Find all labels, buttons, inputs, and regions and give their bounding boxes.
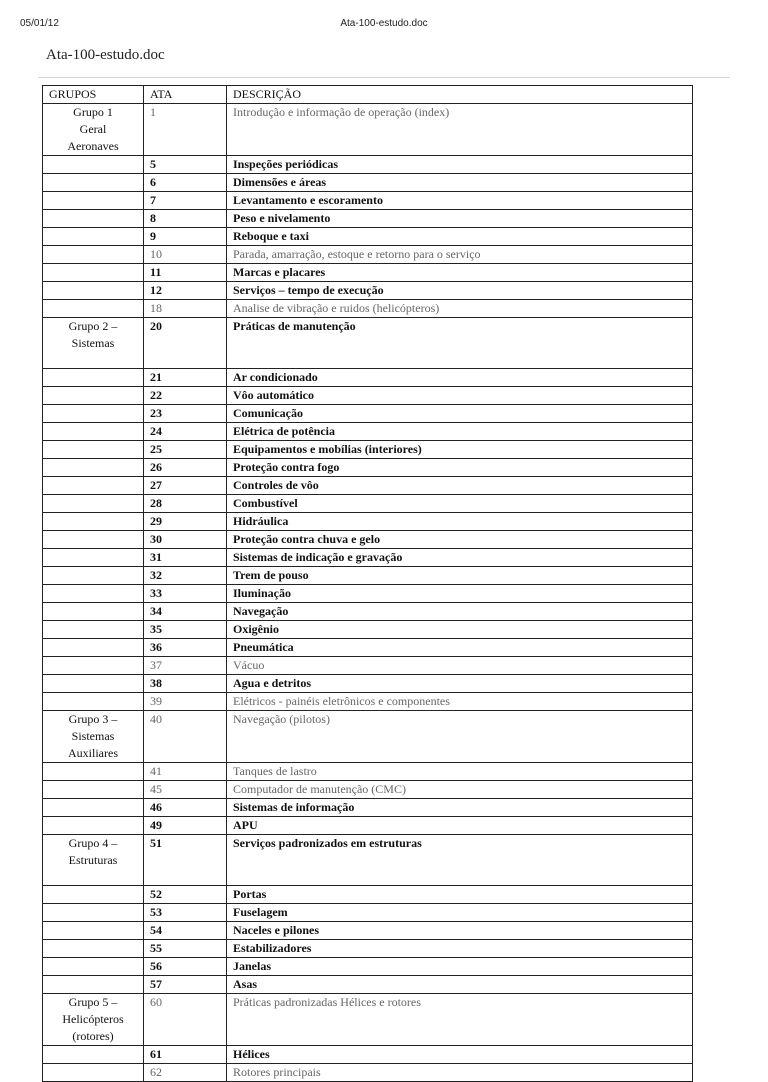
table-row (43, 1046, 693, 1064)
ata-code-cell: 7 (144, 192, 227, 210)
description-cell: Fuselagem (227, 904, 693, 922)
table-row (43, 104, 693, 156)
description-cell: Peso e nivelamento (227, 210, 693, 228)
ata-code-cell: 60 (144, 994, 227, 1046)
group-cell (43, 567, 144, 585)
table-row (43, 423, 693, 441)
group-cell (43, 603, 144, 621)
description-cell: Equipamentos e mobílias (interiores) (227, 441, 693, 459)
ata-code-cell: 31 (144, 549, 227, 567)
description-cell: Janelas (227, 958, 693, 976)
ata-code-cell: 9 (144, 228, 227, 246)
description-cell: Vôo automático (227, 387, 693, 405)
ata-code-cell: 57 (144, 976, 227, 994)
group-cell (43, 174, 144, 192)
ata-code-cell: 51 (144, 835, 227, 886)
table-row (43, 904, 693, 922)
ata-code-cell: 45 (144, 781, 227, 799)
table-row (43, 549, 693, 567)
description-cell: Elétrica de potência (227, 423, 693, 441)
group-cell (43, 1046, 144, 1064)
group-label-line: Grupo 1 (73, 105, 113, 119)
table-row (43, 1064, 693, 1082)
ata-code-cell: 12 (144, 282, 227, 300)
ata-code-cell: 30 (144, 531, 227, 549)
table-row (43, 567, 693, 585)
description-cell: Introdução e informação de operação (index) (227, 104, 693, 156)
table-row (43, 246, 693, 264)
column-header-ata: ATA (144, 86, 227, 104)
group-cell (43, 246, 144, 264)
group-cell (43, 423, 144, 441)
group-cell (43, 886, 144, 904)
description-cell: Navegação (pilotos) (227, 711, 693, 763)
table-row (43, 922, 693, 940)
description-cell: Práticas padronizadas Hélices e rotores (227, 994, 693, 1046)
ata-code-cell: 28 (144, 495, 227, 513)
group-cell (43, 441, 144, 459)
ata-code-cell: 25 (144, 441, 227, 459)
description-cell: Pneumática (227, 639, 693, 657)
group-label-line: Geral (79, 122, 107, 136)
description-cell: Proteção contra chuva e gelo (227, 531, 693, 549)
group-cell (43, 657, 144, 675)
description-cell: Vácuo (227, 657, 693, 675)
ata-code-cell: 18 (144, 300, 227, 318)
table-row (43, 835, 693, 886)
description-cell: Analise de vibração e ruidos (helicópteros) (227, 300, 693, 318)
ata-code-cell: 52 (144, 886, 227, 904)
table-row (43, 675, 693, 693)
description-cell: Hidráulica (227, 513, 693, 531)
description-cell: Dimensões e áreas (227, 174, 693, 192)
ata-code-cell: 55 (144, 940, 227, 958)
table-row (43, 387, 693, 405)
group-cell (43, 799, 144, 817)
ata-code-cell: 41 (144, 763, 227, 781)
table-header-row (43, 86, 693, 104)
table-row (43, 369, 693, 387)
description-cell: Rotores principais (227, 1064, 693, 1082)
group-cell (43, 477, 144, 495)
group-cell (43, 300, 144, 318)
ata-code-cell: 6 (144, 174, 227, 192)
table-row (43, 976, 693, 994)
description-cell: Tanques de lastro (227, 763, 693, 781)
table-row (43, 763, 693, 781)
group-cell (43, 711, 144, 763)
column-header-descricao: DESCRIÇÃO (227, 86, 693, 104)
table-row (43, 441, 693, 459)
table-row (43, 639, 693, 657)
table-row (43, 495, 693, 513)
description-cell: Naceles e pilones (227, 922, 693, 940)
description-cell: Combustível (227, 495, 693, 513)
description-cell: Serviços – tempo de execução (227, 282, 693, 300)
table-row (43, 799, 693, 817)
title-divider (38, 77, 730, 78)
group-cell (43, 228, 144, 246)
table-row (43, 192, 693, 210)
ata-code-cell: 36 (144, 639, 227, 657)
description-cell: Parada, amarração, estoque e retorno para o serviço (227, 246, 693, 264)
description-cell: Proteção contra fogo (227, 459, 693, 477)
group-label-line: Sistemas (71, 336, 115, 350)
ata-code-cell: 37 (144, 657, 227, 675)
ata-code-cell: 27 (144, 477, 227, 495)
ata-code-cell: 24 (144, 423, 227, 441)
group-label-line: Auxiliares (68, 746, 118, 760)
ata-code-cell: 26 (144, 459, 227, 477)
group-label-line: Grupo 5 – (68, 995, 118, 1009)
ata-code-cell: 34 (144, 603, 227, 621)
document-title[interactable]: Ata-100-estudo.doc (46, 47, 165, 63)
group-cell (43, 835, 144, 886)
ata-code-cell: 62 (144, 1064, 227, 1082)
table-row (43, 210, 693, 228)
description-cell: Oxigênio (227, 621, 693, 639)
table-body (43, 104, 693, 1082)
table-row (43, 300, 693, 318)
ata-code-cell: 46 (144, 799, 227, 817)
group-cell (43, 585, 144, 603)
ata-code-cell: 49 (144, 817, 227, 835)
description-cell: Marcas e placares (227, 264, 693, 282)
print-header-title: Ata-100-estudo.doc (340, 18, 428, 29)
group-cell (43, 781, 144, 799)
group-cell (43, 904, 144, 922)
description-cell: Controles de vôo (227, 477, 693, 495)
description-cell: Elétricos - painéis eletrônicos e componentes (227, 693, 693, 711)
group-cell (43, 549, 144, 567)
description-cell: Agua e detritos (227, 675, 693, 693)
table-row (43, 459, 693, 477)
ata-code-cell: 53 (144, 904, 227, 922)
table-row (43, 477, 693, 495)
group-cell (43, 817, 144, 835)
table-row (43, 228, 693, 246)
group-cell (43, 369, 144, 387)
group-cell (43, 387, 144, 405)
ata-code-cell: 20 (144, 318, 227, 369)
group-cell (43, 513, 144, 531)
group-label-line: Grupo 3 – (68, 712, 118, 726)
group-cell (43, 531, 144, 549)
group-cell (43, 405, 144, 423)
ata-code-cell: 54 (144, 922, 227, 940)
group-cell (43, 621, 144, 639)
group-label-line: Estruturas (68, 853, 118, 867)
ata-code-cell: 8 (144, 210, 227, 228)
table-row (43, 156, 693, 174)
description-cell: Levantamento e escoramento (227, 192, 693, 210)
group-cell (43, 318, 144, 369)
description-cell: Estabilizadores (227, 940, 693, 958)
ata-code-cell: 32 (144, 567, 227, 585)
column-header-grupos: GRUPOS (43, 86, 144, 104)
table-row (43, 585, 693, 603)
ata-code-cell: 22 (144, 387, 227, 405)
table-row (43, 264, 693, 282)
ata-code-cell: 35 (144, 621, 227, 639)
group-label-line: Grupo 4 – (68, 836, 118, 850)
group-cell (43, 210, 144, 228)
description-cell: Serviços padronizados em estruturas (227, 835, 693, 886)
table-row (43, 958, 693, 976)
description-cell: Práticas de manutenção (227, 318, 693, 369)
group-cell (43, 495, 144, 513)
ata-code-cell: 10 (144, 246, 227, 264)
description-cell: Trem de pouso (227, 567, 693, 585)
group-cell (43, 763, 144, 781)
ata-code-cell: 11 (144, 264, 227, 282)
description-cell: APU (227, 817, 693, 835)
table-row (43, 817, 693, 835)
description-cell: Comunicação (227, 405, 693, 423)
description-cell: Sistemas de indicação e gravação (227, 549, 693, 567)
group-cell (43, 958, 144, 976)
ata-code-cell: 40 (144, 711, 227, 763)
description-cell: Ar condicionado (227, 369, 693, 387)
group-label-line: Sistemas (71, 729, 115, 743)
table-row (43, 318, 693, 369)
table-row (43, 693, 693, 711)
table-row (43, 513, 693, 531)
ata-code-cell: 33 (144, 585, 227, 603)
table-row (43, 886, 693, 904)
table-row (43, 405, 693, 423)
ata-code-cell: 39 (144, 693, 227, 711)
table-row (43, 621, 693, 639)
ata-code-cell: 23 (144, 405, 227, 423)
ata-table (42, 85, 693, 1082)
table-row (43, 940, 693, 958)
group-cell (43, 976, 144, 994)
description-cell: Portas (227, 886, 693, 904)
table-row (43, 994, 693, 1046)
ata-code-cell: 56 (144, 958, 227, 976)
description-cell: Inspeções periódicas (227, 156, 693, 174)
group-label-line: Helicópteros (62, 1012, 124, 1026)
print-date: 05/01/12 (20, 18, 59, 29)
table-row (43, 174, 693, 192)
group-cell (43, 940, 144, 958)
group-cell (43, 693, 144, 711)
table-row (43, 531, 693, 549)
group-cell (43, 282, 144, 300)
table-row (43, 603, 693, 621)
group-label-line: Grupo 2 – (68, 319, 118, 333)
description-cell: Computador de manutenção (CMC) (227, 781, 693, 799)
table-row (43, 781, 693, 799)
group-cell (43, 156, 144, 174)
description-cell: Iluminação (227, 585, 693, 603)
group-cell (43, 104, 144, 156)
ata-code-cell: 29 (144, 513, 227, 531)
group-cell (43, 994, 144, 1046)
group-cell (43, 1064, 144, 1082)
ata-code-cell: 38 (144, 675, 227, 693)
description-cell: Navegação (227, 603, 693, 621)
description-cell: Asas (227, 976, 693, 994)
group-cell (43, 675, 144, 693)
group-cell (43, 922, 144, 940)
table-row (43, 282, 693, 300)
group-cell (43, 192, 144, 210)
ata-code-cell: 21 (144, 369, 227, 387)
group-label-line: Aeronaves (67, 139, 119, 153)
ata-code-cell: 61 (144, 1046, 227, 1064)
group-cell (43, 459, 144, 477)
group-label-line: (rotores) (72, 1029, 114, 1043)
group-cell (43, 264, 144, 282)
table-row (43, 711, 693, 763)
description-cell: Hélices (227, 1046, 693, 1064)
ata-code-cell: 1 (144, 104, 227, 156)
description-cell: Sistemas de informação (227, 799, 693, 817)
ata-code-cell: 5 (144, 156, 227, 174)
description-cell: Reboque e taxi (227, 228, 693, 246)
group-cell (43, 639, 144, 657)
table-row (43, 657, 693, 675)
